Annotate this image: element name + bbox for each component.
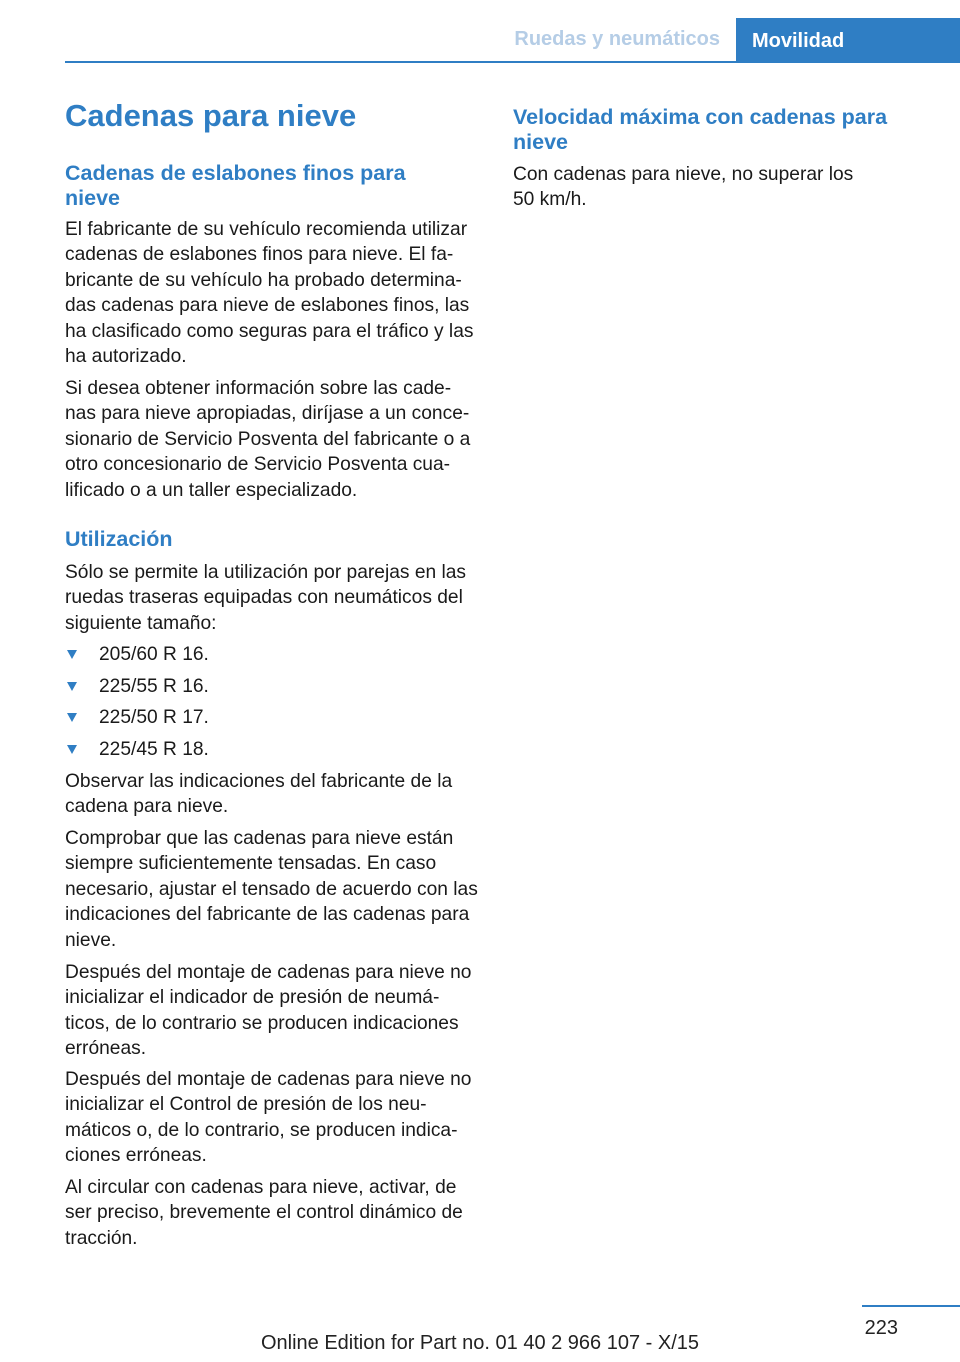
section-heading-fine-links: Cadenas de eslabones finos para nieve (65, 161, 406, 210)
paragraph: Con cadenas para nieve, no superar los 50 km/h. (513, 164, 854, 211)
list-item-text: 205/60 R 16. (99, 644, 209, 665)
header-chapter-tab: Movilidad (736, 18, 960, 62)
paragraph: Después del montaje de cadenas para nieve no inicializar el indicador de presión de neumá-ticos, de lo contrario se producen indicaciones erróneas. (65, 962, 472, 1060)
triangle-down-icon (67, 682, 77, 691)
footer-divider (862, 1305, 960, 1307)
paragraph: Sólo se permite la utilización por parejas en las ruedas traseras equipadas con neumáticos del siguiente tamaño: (65, 562, 467, 634)
triangle-down-icon (67, 650, 77, 659)
page-title: Cadenas para nieve (65, 98, 357, 133)
list-item-text: 225/55 R 16. (99, 675, 209, 697)
section-heading-usage: Utilización (65, 527, 173, 551)
edition-footer: Online Edition for Part no. 01 40 2 966 107 - X/15 (260, 1332, 700, 1354)
header-section-title: Ruedas y neumáticos (514, 28, 720, 50)
triangle-down-icon (67, 745, 77, 754)
list-item (65, 737, 480, 769)
header-divider (65, 61, 960, 63)
paragraph: Después del montaje de cadenas para nieve no inicializar el Control de presión de los neu-máticos o, de lo contrario, se producen indica-ciones erróneas. (65, 1069, 472, 1167)
page-header (0, 0, 960, 62)
paragraph: Comprobar que las cadenas para nieve están siempre suficientemente tensadas. En caso necesario, ajustar el tensado de acuerdo con las indicaciones del fabricante de las cadenas para nieve. (65, 828, 478, 951)
tire-size-list (65, 642, 480, 768)
list-item (65, 674, 480, 706)
triangle-down-icon (67, 713, 77, 722)
paragraph: El fabricante de su vehículo recomienda utilizar cadenas de eslabones finos para nieve. El fa-bricante de su vehículo ha probado determina-das cadenas para nieve de eslabones finos, las ha clasificado como seguras para el tráfico y las ha autorizado. (65, 219, 474, 368)
list-item-text: 225/50 R 17. (99, 707, 209, 728)
list-item (65, 642, 480, 674)
section-heading-max-speed: Velocidad máxima con cadenas para nieve (513, 105, 888, 154)
paragraph: Si desea obtener información sobre las cade-nas para nieve apropiadas, diríjase a un conce-sionario de Servicio Posventa del fabricante o a otro concesionario de Servicio Posventa cua-lificado o a un taller especializado. (65, 378, 471, 501)
page-number: 223 (864, 1317, 898, 1339)
paragraph: Observar las indicaciones del fabricante de la cadena para nieve. (65, 771, 453, 818)
list-item-text: 225/45 R 18. (99, 738, 209, 760)
paragraph: Al circular con cadenas para nieve, activar, de ser preciso, brevemente el control dinámico de tracción. (65, 1177, 463, 1249)
list-item (65, 705, 480, 737)
